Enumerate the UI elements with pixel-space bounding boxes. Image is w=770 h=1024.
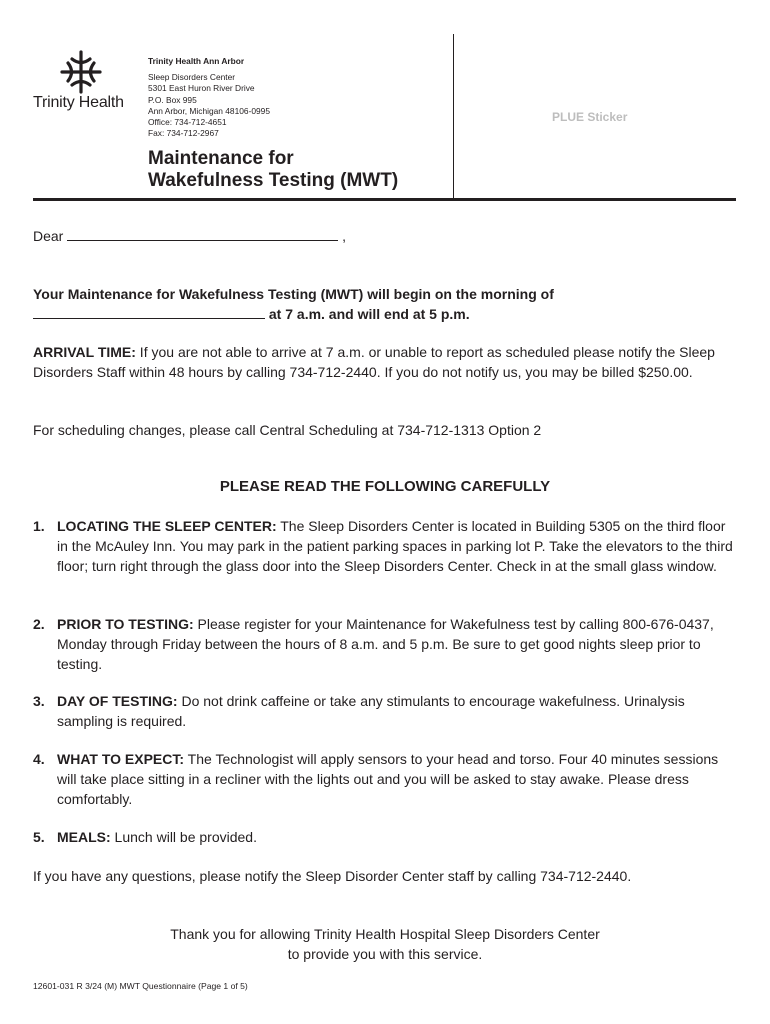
item-text: Please register for your Maintenance for Wakefulness test by calling 800-676-0437, Monday through Friday between the hours of 8 a.m. and 5 p.m. Be sure to get good nights sleep prior to testing. <box>57 616 714 672</box>
list-item <box>33 614 738 674</box>
item-label: LOCATING THE SLEEP CENTER: <box>57 518 277 534</box>
header-rule <box>33 198 736 201</box>
address-line: 5301 East Huron River Drive <box>148 83 255 94</box>
address-line: Office: 734-712-4651 <box>148 117 227 128</box>
list-item <box>33 691 738 731</box>
intro-line-2-text: at 7 a.m. and will end at 5 p.m. <box>268 306 470 322</box>
item-number: 1. <box>33 518 45 534</box>
closing-line-2: to provide you with this service. <box>287 946 483 962</box>
logo-text: Trinity Health <box>33 94 124 111</box>
title-line-2: Wakefulness Testing (MWT) <box>148 170 399 191</box>
recipient-name-blank <box>67 226 338 241</box>
item-label: PRIOR TO TESTING: <box>57 616 194 632</box>
item-text: The Sleep Disorders Center is located in Building 5305 on the third floor in the McAuley Inn. You may park in the patient parking spaces in parking lot P. Take the elevators to the third floor; turn right through the glass door into the Sleep Disorders Center. Check in at the small glass window. <box>57 518 733 574</box>
intro-line-1: Your Maintenance for Wakefulness Testing (MWT) will begin on the morning of <box>33 286 554 302</box>
item-text: The Technologist will apply sensors to your head and torso. Four 40 minutes sessions will take place sitting in a recliner with the lights out and you will be asked to stay awake. Please dress comfortably. <box>57 751 719 807</box>
arrival-time-label: ARRIVAL TIME: <box>33 344 136 360</box>
intro-line-2 <box>33 304 738 324</box>
salutation-suffix: , <box>342 228 347 244</box>
item-number: 2. <box>33 616 45 632</box>
closing-note <box>0 924 770 964</box>
salutation <box>33 226 346 246</box>
scheduling-paragraph: For scheduling changes, please call Central Scheduling at 734-712-1313 Option 2 <box>33 422 542 438</box>
organization-address <box>148 56 270 139</box>
item-number: 4. <box>33 751 45 767</box>
organization-name: Trinity Health Ann Arbor <box>148 56 245 66</box>
header-divider <box>453 34 454 198</box>
document-title <box>148 148 398 192</box>
salutation-prefix: Dear <box>33 228 64 244</box>
list-item <box>33 749 738 809</box>
sticker-placeholder: PLUE Sticker <box>552 110 628 124</box>
item-text: Lunch will be provided. <box>110 829 257 845</box>
cross-logo-icon <box>59 50 103 94</box>
arrival-time-paragraph <box>33 342 738 382</box>
title-line-1: Maintenance for <box>148 148 294 169</box>
section-heading: PLEASE READ THE FOLLOWING CAREFULLY <box>219 478 551 495</box>
item-number: 3. <box>33 693 45 709</box>
list-item <box>33 516 738 576</box>
item-number: 5. <box>33 829 45 845</box>
arrival-time-text: If you are not able to arrive at 7 a.m. or unable to report as scheduled please notify the Sleep Disorders Staff within 48 hours by calling 734-712-2440. If you do not notify us, you may be billed $250.00. <box>33 344 715 380</box>
closing-line-1: Thank you for allowing Trinity Health Hospital Sleep Disorders Center <box>170 926 600 942</box>
address-line: P.O. Box 995 <box>148 94 197 105</box>
item-label: DAY OF TESTING: <box>57 693 178 709</box>
address-line: Fax: 734-712-2967 <box>148 128 219 139</box>
test-date-blank <box>33 304 265 319</box>
list-item <box>33 827 738 847</box>
address-line: Sleep Disorders Center <box>148 72 236 83</box>
item-text: Do not drink caffeine or take any stimulants to encourage wakefulness. Urinalysis sampling is required. <box>57 693 685 729</box>
address-line: Ann Arbor, Michigan 48106-0995 <box>148 105 270 116</box>
item-label: MEALS: <box>57 829 111 845</box>
form-footer: 12601-031 R 3/24 (M) MWT Questionnaire (Page 1 of 5) <box>33 981 248 991</box>
item-label: WHAT TO EXPECT: <box>57 751 185 767</box>
questions-paragraph: If you have any questions, please notify the Sleep Disorder Center staff by calling 734-712-2440. <box>33 868 632 884</box>
